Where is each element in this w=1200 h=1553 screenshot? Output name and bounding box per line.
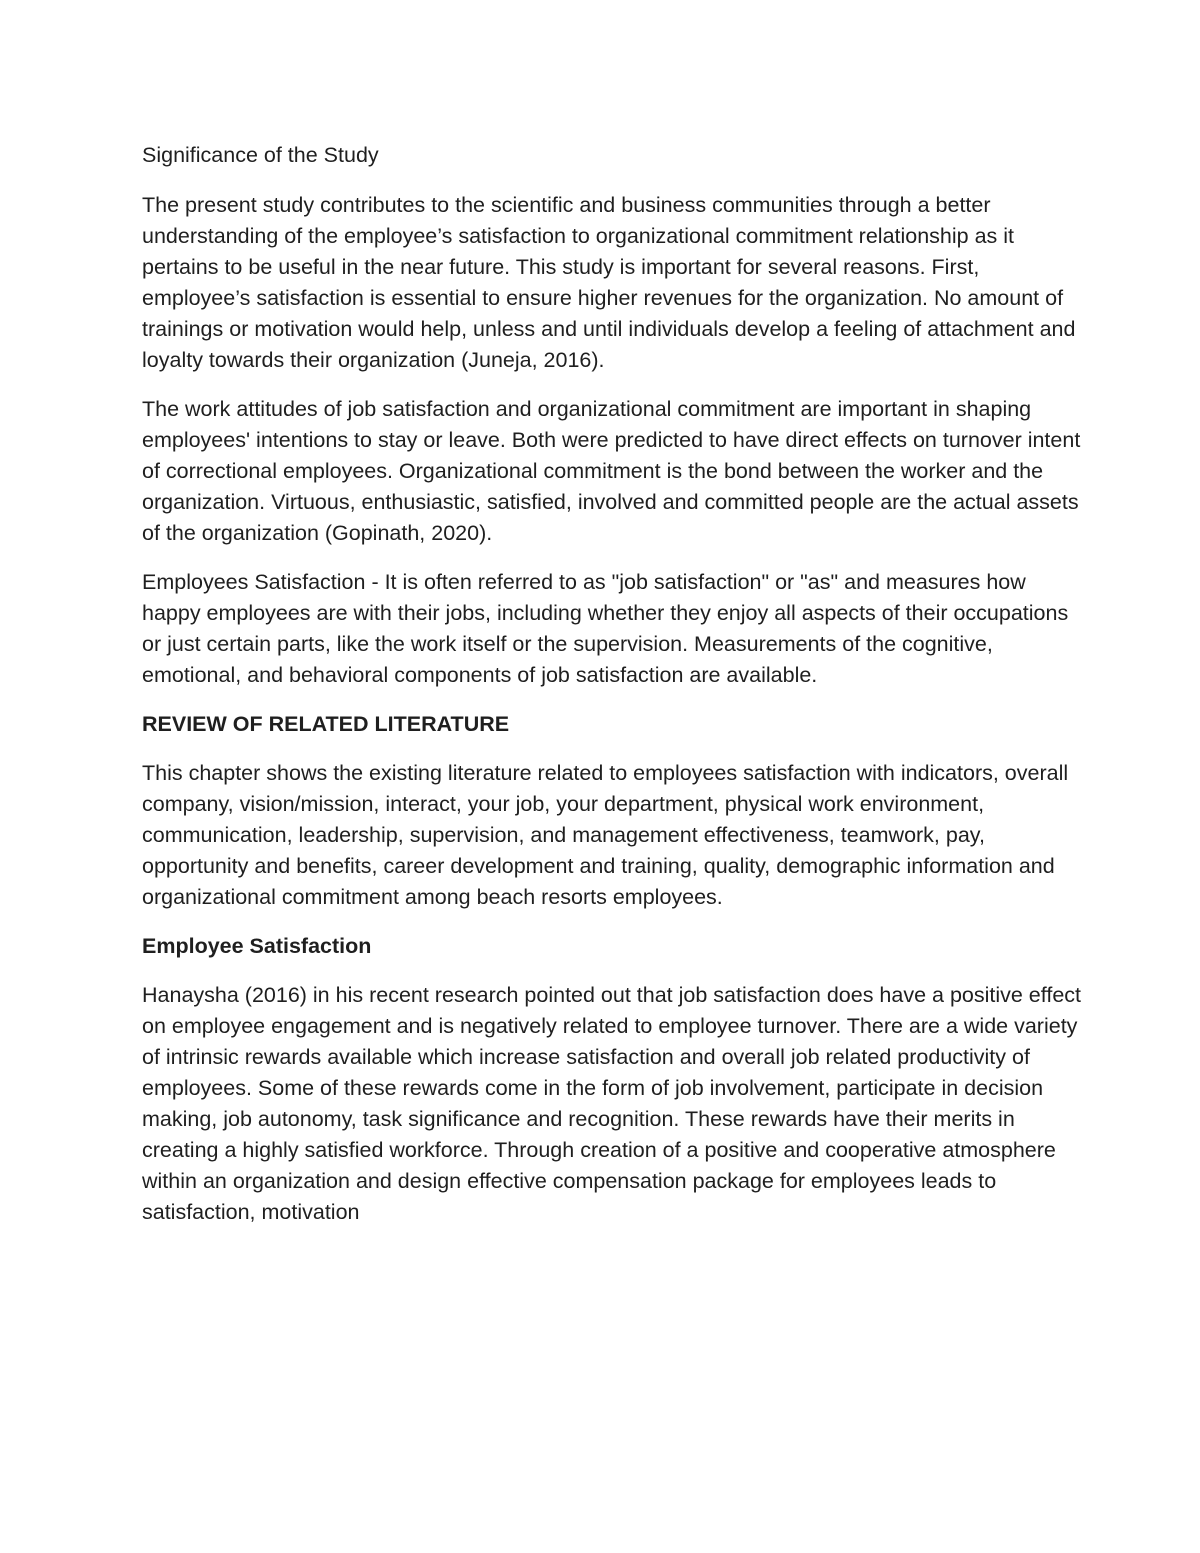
significance-paragraph-2: The work attitudes of job satisfaction and organizational commitment are important in shaping employees' intentions to stay or leave. Both were predicted to have direct effects on turnover intent of correctional employees. Organizational commitment is the bond between the worker and the organization. Virtuous, enthusiastic, satisfied, involved and committed people are the actual assets of the organization (Gopinath, 2020). <box>142 397 1081 545</box>
significance-paragraph-3: Employees Satisfaction - It is often referred to as "job satisfaction" or "as" and measures how happy employees are with their jobs, including whether they enjoy all aspects of their occupations or just certain parts, like the work itself or the supervision. Measurements of the cognitive, emotional, and behavioral components of job satisfaction are available. <box>142 570 1069 687</box>
document-body <box>142 140 1082 1246</box>
employee-satisfaction-paragraph: Hanaysha (2016) in his recent research pointed out that job satisfaction does have a positive effect on employee engagement and is negatively related to employee turnover. There are a wide variety of intrinsic rewards available which increase satisfaction and overall job related productivity of employees. Some of these rewards come in the form of job involvement, participate in decision making, job autonomy, task significance and recognition. These rewards have their merits in creating a highly satisfied workforce. Through creation of a positive and cooperative atmosphere within an organization and design effective compensation package for employees leads to satisfaction, motivation <box>142 983 1082 1224</box>
section-title: Significance of the Study <box>142 143 379 167</box>
employee-satisfaction-heading: Employee Satisfaction <box>142 934 372 958</box>
review-heading: REVIEW OF RELATED LITERATURE <box>142 712 510 736</box>
significance-paragraph-1: The present study contributes to the scientific and business communities through a better understanding of the employee’s satisfaction to organizational commitment relationship as it pertains to be useful in the near future. This study is important for several reasons. First, employee’s satisfaction is essential to ensure higher revenues for the organization. No amount of trainings or motivation would help, unless and until individuals develop a feeling of attachment and loyalty towards their organization (Juneja, 2016). <box>142 193 1076 372</box>
review-paragraph: This chapter shows the existing literature related to employees satisfaction with indicators, overall company, vision/mission, interact, your job, your department, physical work environment, communication, leadership, supervision, and management effectiveness, teamwork, pay, opportunity and benefits, career development and training, quality, demographic information and organizational commitment among beach resorts employees. <box>142 761 1069 909</box>
